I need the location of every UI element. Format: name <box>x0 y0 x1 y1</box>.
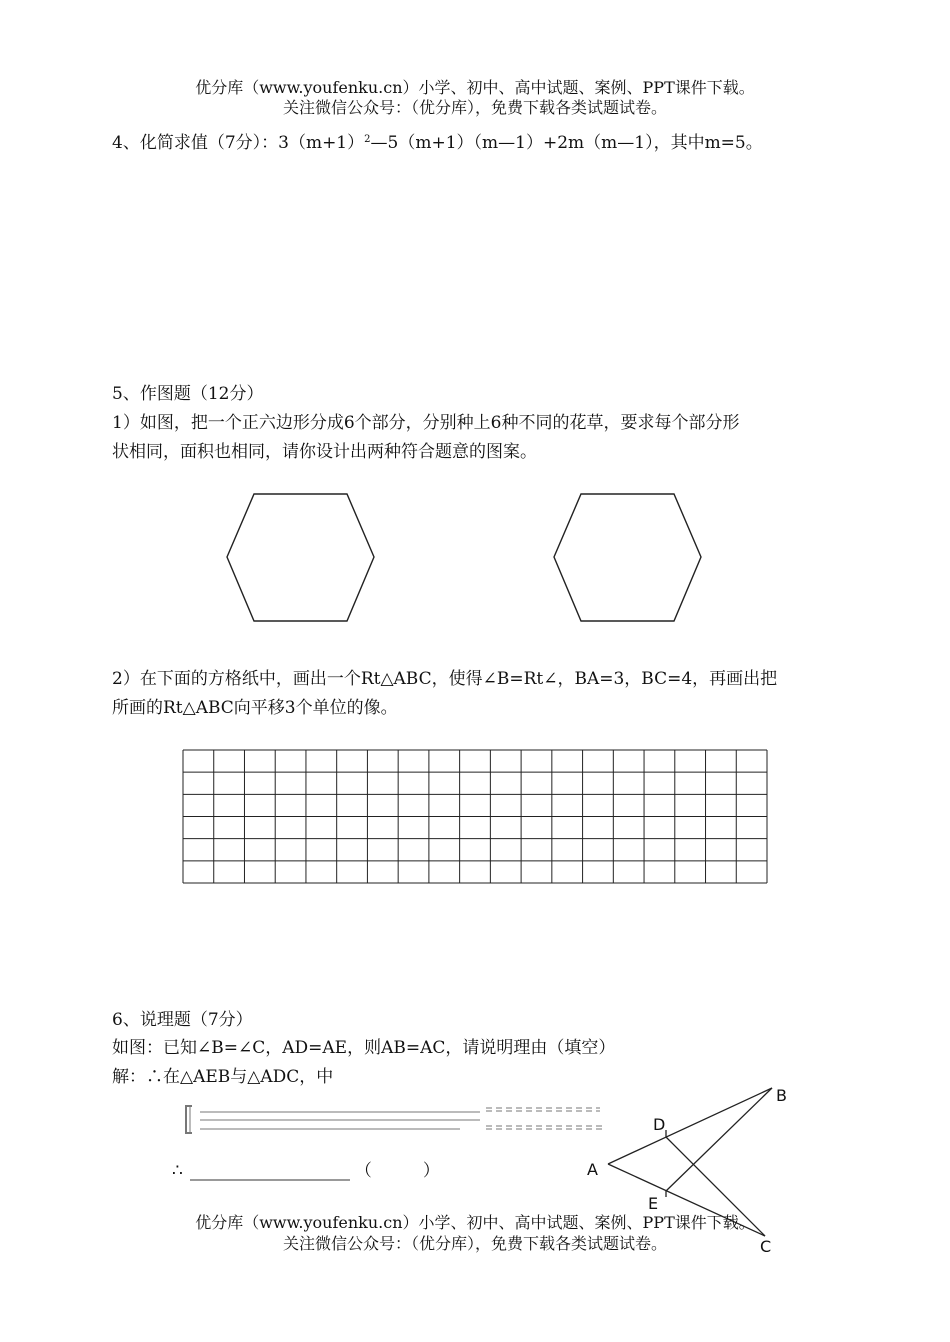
footer-line-1: 优分库（www.youfenku.cn）小学、初中、高中试题、案例、PPT课件下载。 <box>195 1213 755 1232</box>
header-line-1: 优分库（www.youfenku.cn）小学、初中、高中试题、案例、PPT课件下载。 <box>195 78 755 97</box>
therefore-symbol: ∴ <box>172 1161 183 1181</box>
label-c: C <box>760 1237 772 1256</box>
q5-part1-line1: 1）如图，把一个正六边形分成6个部分，分别种上6种不同的花草，要求每个部分形 <box>112 413 740 433</box>
q6-solution-intro: 解：∴在△AEB与△ADC，中 <box>112 1067 334 1087</box>
footer-line-2: 关注微信公众号：（优分库），免费下载各类试题试卷。 <box>282 1234 667 1253</box>
reason-bracket <box>186 1106 606 1133</box>
q4-text-after: —5（m+1）（m—1）+2m（m—1），其中m=5。 <box>370 133 763 153</box>
q5-part2-line1: 2）在下面的方格纸中，画出一个Rt△ABC，使得∠B=Rt∠，BA=3，BC=4，再画出把 <box>112 669 778 689</box>
q5-part2-line2: 所画的Rt△ABC向平移3个单位的像。 <box>112 698 398 718</box>
q6-given: 如图：已知∠B=∠C，AD=AE，则AB=AC，请说明理由（填空） <box>112 1038 616 1058</box>
question-5-title: 5、作图题（12分） <box>112 384 264 404</box>
reason-paren: （ ） <box>354 1161 440 1181</box>
q5-part1-line2: 状相同，面积也相同，请你设计出两种符合题意的图案。 <box>112 442 537 462</box>
label-a: A <box>587 1160 598 1179</box>
label-e: E <box>648 1194 659 1213</box>
q6-conclusion <box>172 1160 440 1182</box>
label-d: D <box>653 1115 666 1134</box>
q4-exponent: 2 <box>364 134 371 145</box>
question-6-title: 6、说理题（7分） <box>112 1010 253 1030</box>
q4-text-before: 4、化简求值（7分）：3（m+1） <box>112 133 365 153</box>
header-line-2: 关注微信公众号：（优分库），免费下载各类试题试卷。 <box>282 98 667 117</box>
label-b: B <box>776 1086 787 1105</box>
